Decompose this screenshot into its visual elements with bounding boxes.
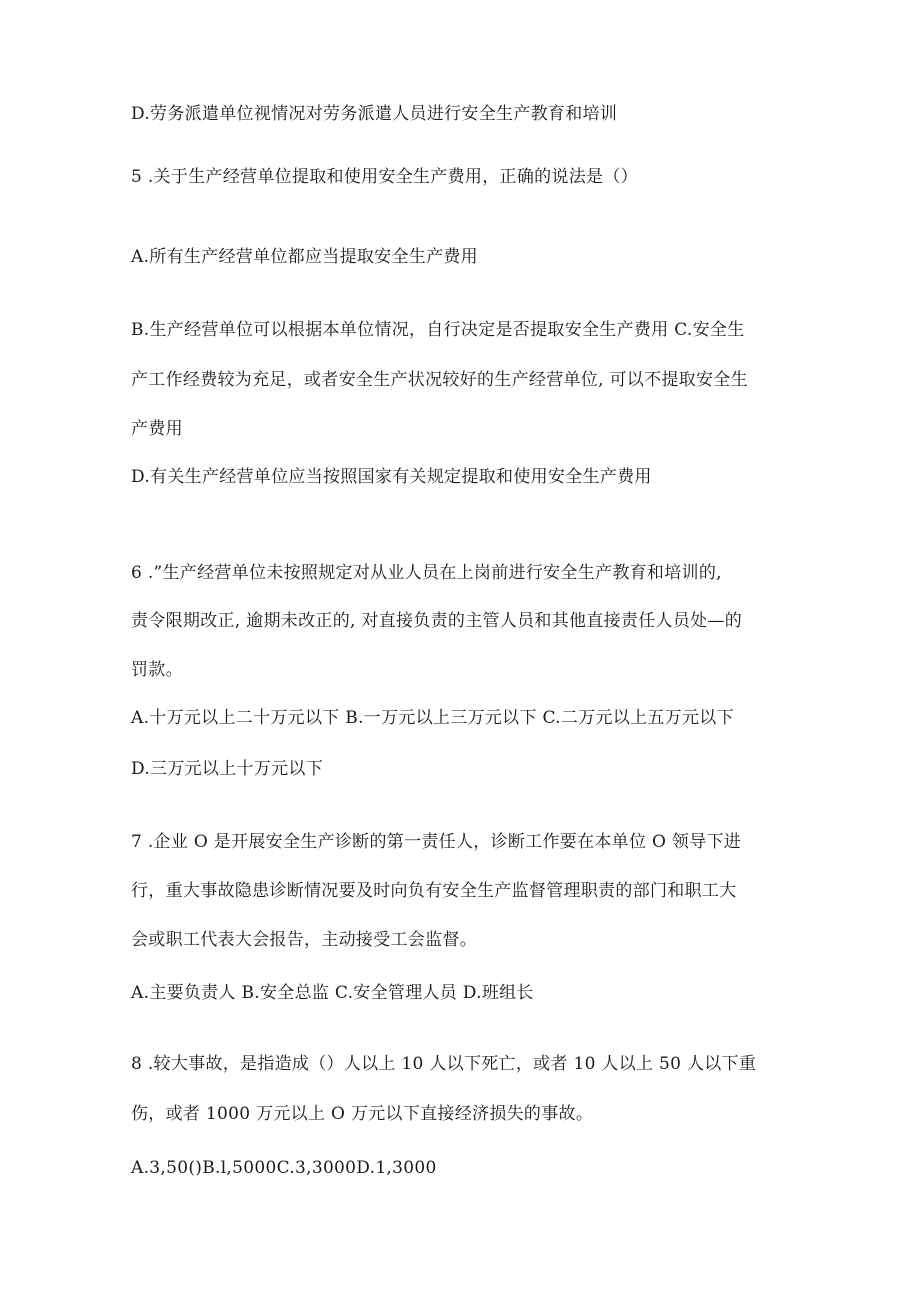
question-6-text: 责令限期改正, 逾期未改正的, 对直接负责的主管人员和其他直接责任人员处—的 — [131, 611, 743, 631]
question-5-text: 5 .关于生产经营单位提取和使用安全生产费用，正确的说法是（） — [131, 167, 638, 187]
option-line: 产费用 — [131, 419, 183, 439]
option-line: D.有关生产经营单位应当按照国家有关规定提取和使用安全生产费用 — [131, 467, 652, 487]
option-line: A.3,50()B.l,5000C.3,3000D.1,3000 — [131, 1158, 437, 1178]
question-7-text: 7 .企业 O 是开展安全生产诊断的第一责任人，诊断工作要在本单位 O 领导下进 — [131, 832, 742, 852]
option-line: B.生产经营单位可以根据本单位情况，自行决定是否提取安全生产费用 C.安全生 — [131, 320, 745, 340]
question-7-text: 会或职工代表大会报告，主动接受工会监督。 — [131, 930, 477, 950]
option-line: A.十万元以上二十万元以下 B.一万元以上三万元以下 C.二万元以上五万元以下 — [131, 708, 734, 728]
option-line: 产工作经费较为充足，或者安全生产状况较好的生产经营单位, 可以不提取安全生 — [131, 370, 748, 390]
option-line: A.主要负责人 B.安全总监 C.安全管理人员 D.班组长 — [131, 983, 534, 1003]
question-8-text: 伤，或者 1000 万元以上 O 万元以下直接经济损失的事故。 — [131, 1104, 594, 1124]
option-line: D.三万元以上十万元以下 — [131, 759, 324, 779]
option-line: A.所有生产经营单位都应当提取安全生产费用 — [131, 247, 478, 267]
question-7-text: 行，重大事故隐患诊断情况要及时向负有安全生产监督管理职责的部门和职工大 — [131, 881, 737, 901]
question-8-text: 8 .较大事故，是指造成（）人以上 10 人以下死亡，或者 10 人以上 50 人以下重 — [131, 1054, 757, 1074]
text-line: D.劳务派遣单位视情况对劳务派遣人员进行安全生产教育和培训 — [131, 104, 618, 124]
question-6-text: 罚款。 — [131, 660, 183, 680]
question-6-text: 6 .”生产经营单位未按照规定对从业人员在上岗前进行安全生产教育和培训的, — [131, 563, 722, 583]
